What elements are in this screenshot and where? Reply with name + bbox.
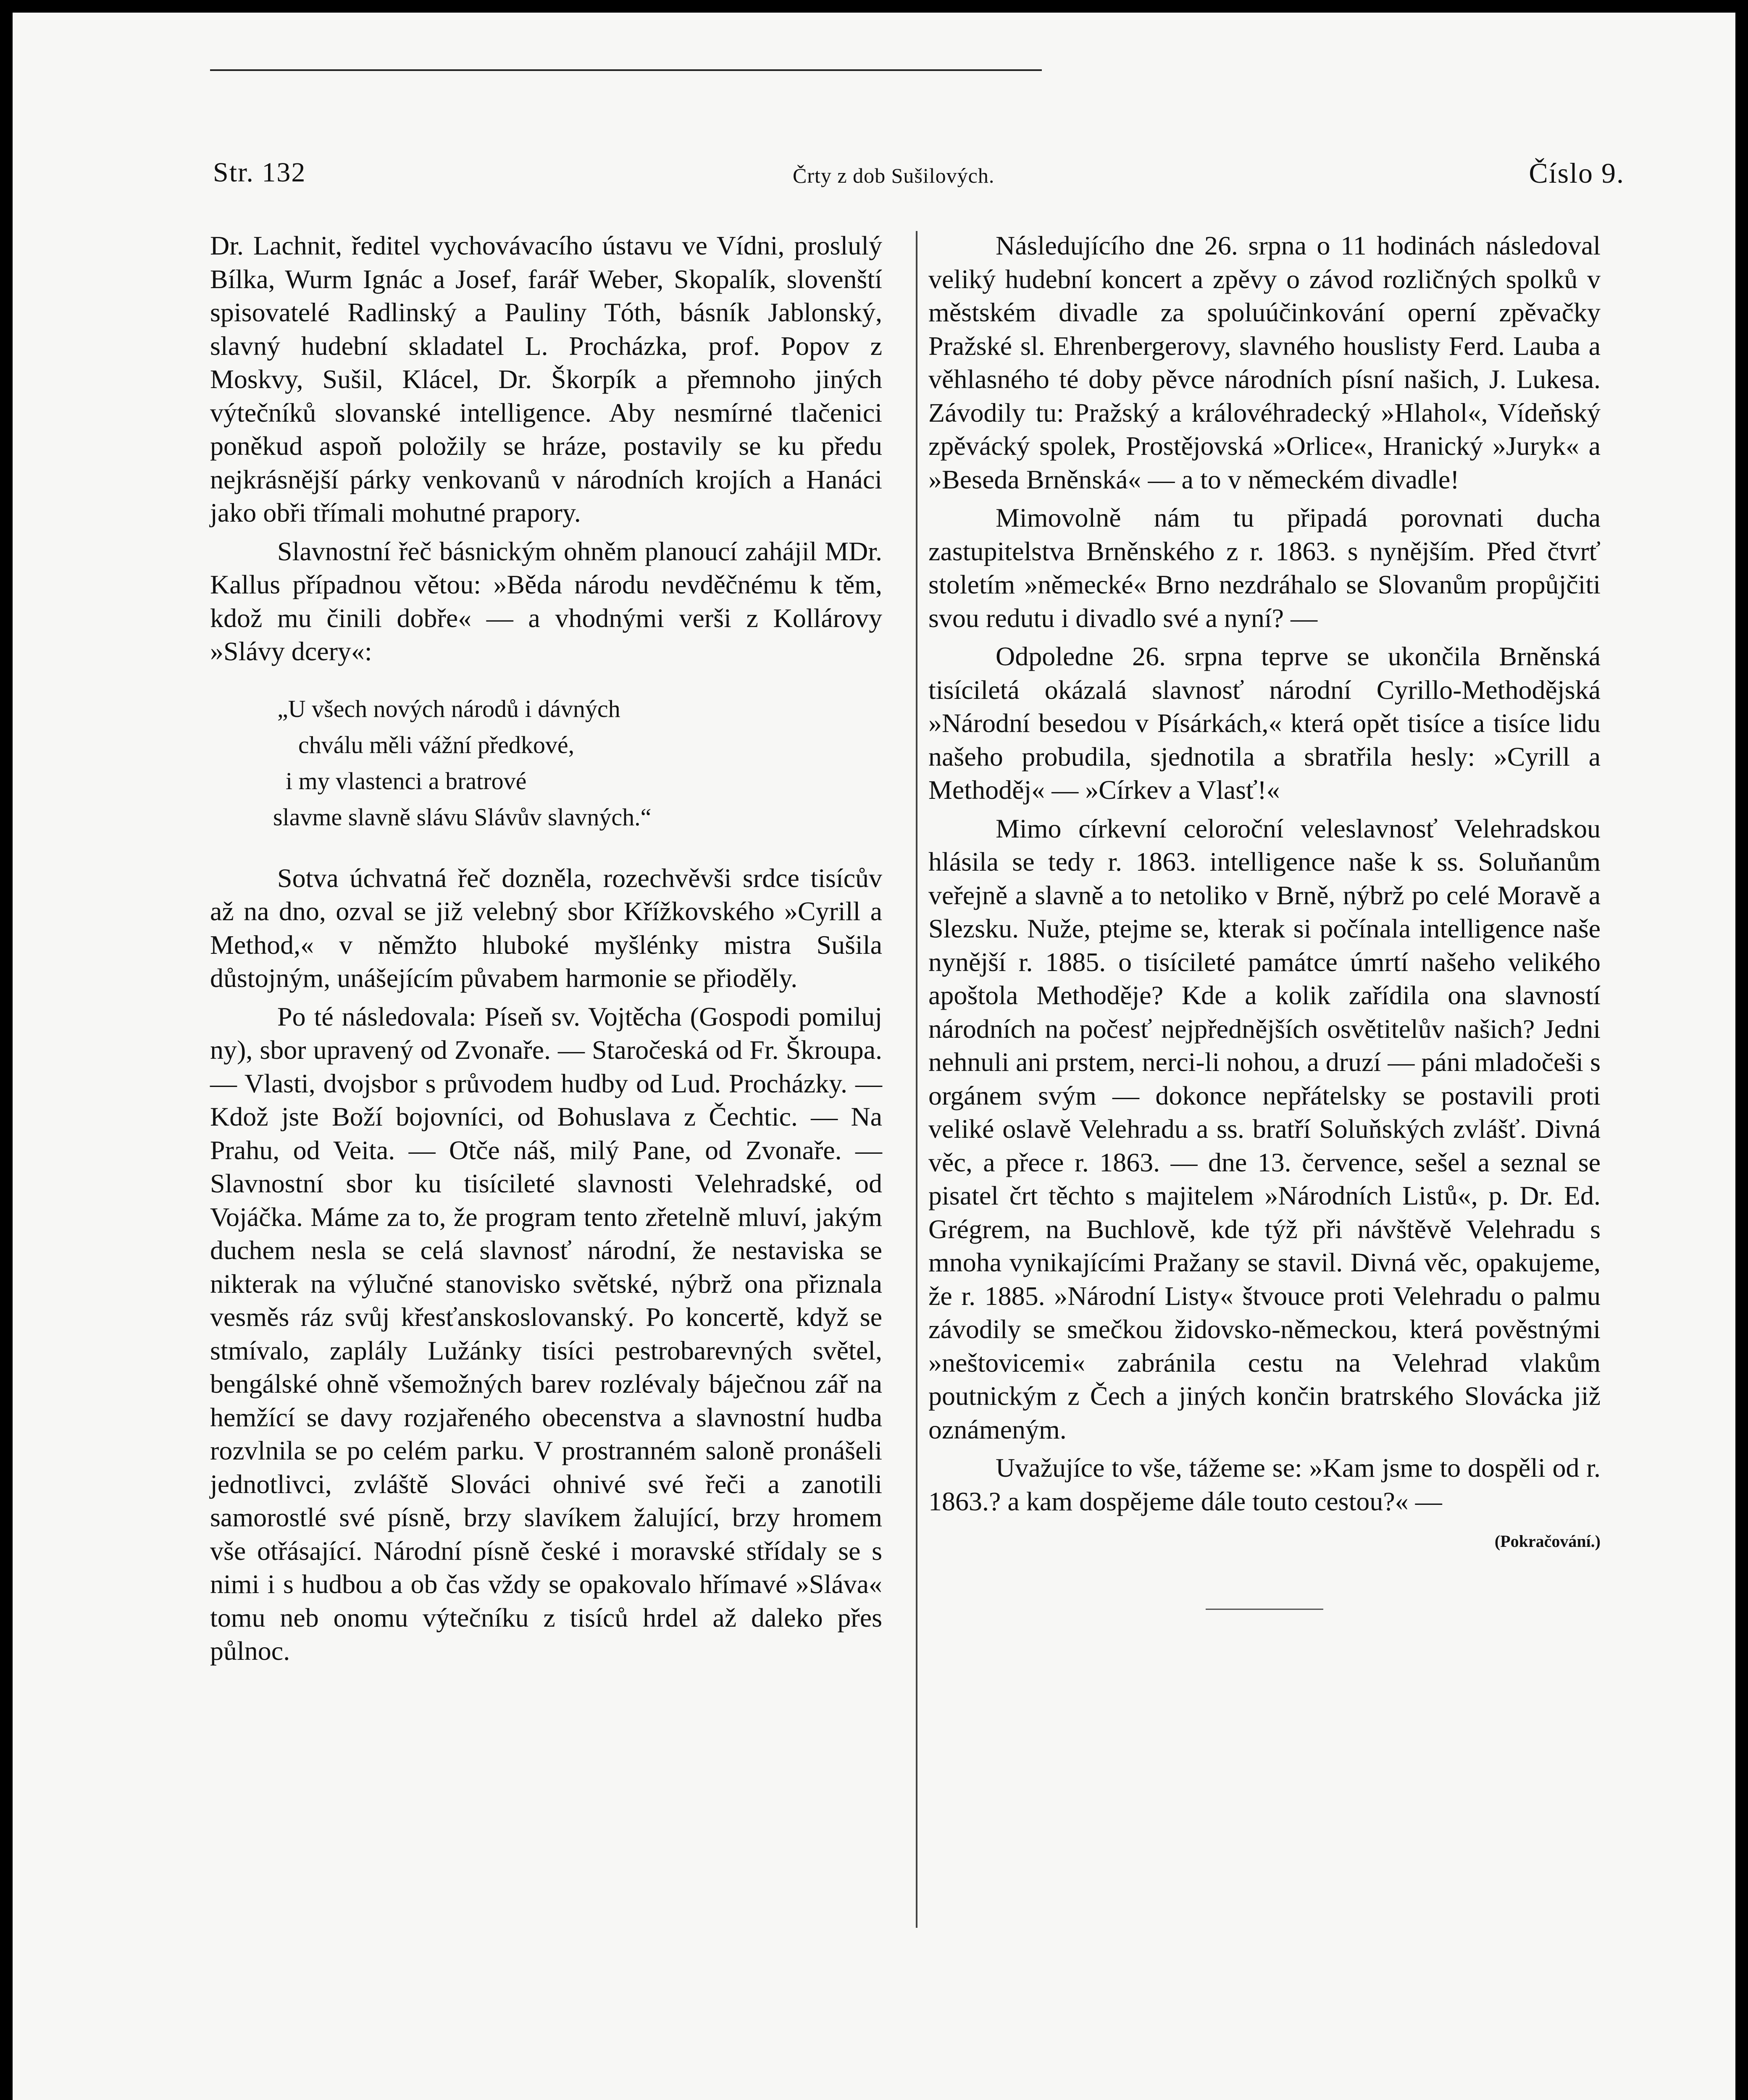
page-number: Str. 132: [213, 157, 306, 188]
paragraph: Odpoledne 26. srpna teprve se ukončila Brněnská tisíciletá okázalá slavnosť národní Cyrillo-Methodějská »Národní besedou v Písárkách,« která opět tisíce a tisíce lidu našeho probudila, sjednotila a sbratřila hesly: »Cyrill a Methoděj« — »Církev a Vlasť!«: [928, 641, 1601, 805]
verse-line: „U všech nových národů i dávných: [277, 695, 620, 722]
right-column: [928, 229, 1601, 1610]
verse-line: slavme slavně slávu Slávův slavných.“: [273, 803, 652, 831]
issue-number: Číslo 9.: [1529, 157, 1624, 189]
verse-line: chválu měli vážní předkové,: [298, 731, 575, 759]
paragraph: Mimovolně nám tu připadá porovnati ducha zastupitelstva Brněnského z r. 1863. s nynějším. Před čtvrť stoletím »německé« Brno nezdráhalo se Slovanům propůjčiti svou redutu i divadlo své a nyní? —: [928, 503, 1601, 633]
paragraph: Slavnostní řeč básnickým ohněm planoucí zahájil MDr. Kallus případnou větou: »Běda národu nevděčnému k těm, kdož mu činili dobře« — a vhodnými verši z Kollárovy »Slávy dcery«:: [210, 536, 882, 666]
column-divider: [916, 231, 917, 1928]
header-rule: [210, 69, 1042, 71]
running-title: Črty z dob Sušilových.: [793, 164, 995, 187]
verse-line: i my vlastenci a bratrové: [286, 767, 527, 795]
scanned-page: [13, 13, 1735, 2100]
paragraph: Mimo církevní celoroční veleslavnosť Velehradskou hlásila se tedy r. 1863. intelligence naše k ss. Soluňanům veřejně a slavně a to netoliko v Brně, nýbrž po celé Moravě a Slezsku. Nuže, ptejme se, kterak si počínala intelligence naše nynější r. 1885. o tisícileté památce úmrtí našeho velikého apoštola Methoděje? Kde a kolik zařídila ona slavností národních na počesť nejpřednějších osvětitelův našich? Jedni nehnuli ani prstem, nerci-li nohou, a druzí — páni mladočeši s orgánem svým — dokonce nepřátelsky se postavili proti veliké oslavě Velehradu a ss. bratří Soluňských zvlášť. Divná věc, a přece r. 1863. — dne 13. července, sešel a seznal se pisatel črt těchto s majitelem »Národních Listů«, p. Dr. Ed. Grégrem, na Buchlově, kde týž při návštěvě Velehradu s mnoha vynikajícími Pražany se stavil. Divná věc, opakujeme, že r. 1885. »Národní Listy« štvouce proti Velehradu o palmu závodily se smečkou židovsko-německou, která pověstnými »neštovicemi« zabránila cestu na Velehrad vlakům poutnickým z Čech a jiných končin bratrského Slovácka již oznámeným.: [928, 813, 1601, 1444]
paragraph: Sotva úchvatná řeč dozněla, rozechvěvši srdce tisícův až na dno, ozval se již velebný sbor Křížkovského »Cyrill a Method,« v němžto hluboké myšlénky mistra Sušila důstojným, unášejícím půvabem harmonie se přioděly.: [210, 863, 882, 993]
page-header: [213, 148, 1624, 203]
verse-quote: [210, 691, 882, 835]
continued-note: (Pokračování.): [1494, 1532, 1601, 1551]
paragraph: Uvažujíce to vše, tážeme se: »Kam jsme to dospěli od r. 1863.? a kam dospějeme dále touto cestou?« —: [928, 1453, 1601, 1516]
end-rule: [1206, 1609, 1323, 1610]
paragraph: Následujícího dne 26. srpna o 11 hodinách následoval veliký hudební koncert a zpěvy o závod rozličných spolků v městském divadle za spoluúčinkování operní zpěvačky Pražské sl. Ehrenbergerovy, slavného houslisty Ferd. Lauba a věhlasného té doby pěvce národních písní našich, J. Lukesa. Závodily tu: Pražský a královéhradecký »Hlahol«, Vídeňský zpěvácký spolek, Prostějovská »Orlice«, Hranický »Juryk« a »Beseda Brněnská« — a to v německém divadle!: [928, 231, 1601, 494]
paragraph: Po té následovala: Píseň sv. Vojtěcha (Gospodi pomiluj ny), sbor upravený od Zvonaře. — Staročeská od Fr. Škroupa. — Vlasti, dvojsbor s průvodem hudby od Lud. Procházky. — Kdož jste Boží bojovníci, od Bohuslava z Čechtic. — Na Prahu, od Veita. — Otče náš, milý Pane, od Zvonaře. — Slavnostní sbor ku tisícileté slavnosti Velehradské, od Vojáčka. Máme za to, že program tento zřetelně mluví, jakým duchem nesla se celá slavnosť národní, že nestaviska se nikterak na výlučné stanovisko světské, nýbrž ona přiznala vesměs ráz svůj křesťanskoslovanský. Po koncertě, když se stmívalo, zaplály Lužánky tisíci pestrobarevných světel, bengálské ohně všemožných barev rozlévaly báječnou zář na hemžící se davy rozjařeného obecenstva a slavnostní hudba rozvlnila se po celém parku. V prostranném saloně pronášeli jednotlivci, zvláště Slováci ohnivé své řeči a zanotili samorostlé své písně, brzy slavíkem žalující, brzy hromem vše otřásající. Národní písně české i moravské střídaly se s nimi i s hudbou a ob čas vždy se opakovalo hřímavé »Sláva« tomu neb onomu výtečníku z tisíců hrdel až daleko přes půlnoc.: [210, 1001, 882, 1666]
paragraph: Dr. Lachnit, ředitel vychovávacího ústavu ve Vídni, proslulý Bílka, Wurm Ignác a Josef, farář Weber, Skopalík, slovenští spisovatelé Radlinský a Pauliny Tóth, básník Jablonský, slavný hudební skladatel L. Procházka, prof. Popov z Moskvy, Sušil, Klácel, Dr. Škorpík a přemnoho jiných výtečníků slovanské intelligence. Aby nesmírné tlačenici poněkud aspoň položily se hráze, postavily se ku předu nejkrásnější párky venkovanů v národních krojích a Hanáci jako obři třímali mohutné prapory.: [210, 231, 882, 528]
left-column: [210, 229, 882, 1668]
